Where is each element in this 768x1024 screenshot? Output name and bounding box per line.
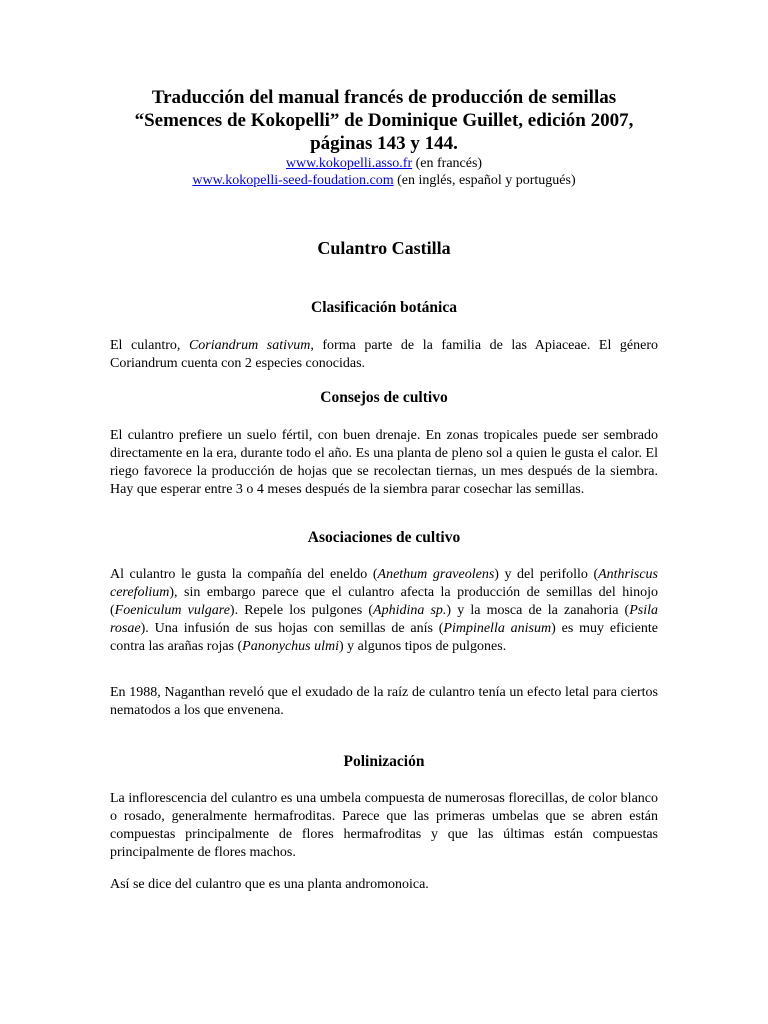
heading-polinizacion: Polinización xyxy=(343,753,425,770)
heading-clasificacion: Clasificación botánica xyxy=(311,299,457,316)
header-title-line-1: Traducción del manual francés de producción de semillas xyxy=(151,87,617,108)
heading-asociaciones: Asociaciones de cultivo xyxy=(307,529,461,546)
link-note-languages: (en inglés, español y portugués) xyxy=(393,173,576,188)
page-title: Culantro Castilla xyxy=(317,238,451,258)
paragraph-consejos: El culantro prefiere un suelo fértil, con buen drenaje. En zonas tropicales puede ser sembrado directamente en la era, durante todo el año. Es una planta de pleno sol a quien le gusta el calor. El riego favorece la producción de hojas que se recolectan tiernas, un mes después de la siembra. Hay que esperar entre 3 o 4 meses después de la siembra parar cosechar las semillas. xyxy=(110,428,658,497)
header-link-line-2 xyxy=(0,172,768,189)
kokopelli-seed-link[interactable]: www.kokopelli-seed-foudation.com xyxy=(192,173,394,188)
link-note-french: (en francés) xyxy=(412,156,483,171)
paragraph-polinizacion-1: La inflorescencia del culantro es una umbela compuesta de numerosas florecillas, de color blanco o rosado, generalmente hermafroditas. Parece que las primeras umbelas que se abren están compuestas principalmente de flores hermafroditas y que las últimas están compuestas principalmente de flores machos. xyxy=(110,791,658,860)
paragraph-clasificacion: El culantro, Coriandrum sativum, forma parte de la familia de las Apiaceae. El género Coriandrum cuenta con 2 especies conocidas. xyxy=(110,338,658,371)
kokopelli-fr-link[interactable]: www.kokopelli.asso.fr xyxy=(285,156,413,171)
header-title-line-2: “Semences de Kokopelli” de Dominique Guillet, edición 2007, xyxy=(134,110,634,131)
header-title-line-3: páginas 143 y 144. xyxy=(310,133,458,154)
paragraph-asociaciones-1: Al culantro le gusta la compañía del eneldo (Anethum graveolens) y del perifollo (Anthriscus cerefolium), sin embargo parece que el culantro afecta la producción de semillas del hinojo (Foeniculum vulgare). Repele los pulgones (Aphidina sp.) y la mosca de la zanahoria (Psila rosae). Una infusión de sus hojas con semillas de anís (Pimpinella anisum) es muy eficiente contra las arañas rojas (Panonychus ulmi) y algunos tipos de pulgones. xyxy=(110,567,658,654)
paragraph-polinizacion-2: Así se dice del culantro que es una planta andromonoica. xyxy=(110,877,429,892)
document-header xyxy=(0,86,768,189)
heading-consejos: Consejos de cultivo xyxy=(320,389,448,406)
paragraph-asociaciones-2: En 1988, Naganthan reveló que el exudado de la raíz de culantro tenía un efecto letal para ciertos nematodos a los que envenena. xyxy=(110,685,658,718)
header-link-line-1 xyxy=(0,155,768,172)
species-name: Coriandrum sativum xyxy=(188,338,311,353)
